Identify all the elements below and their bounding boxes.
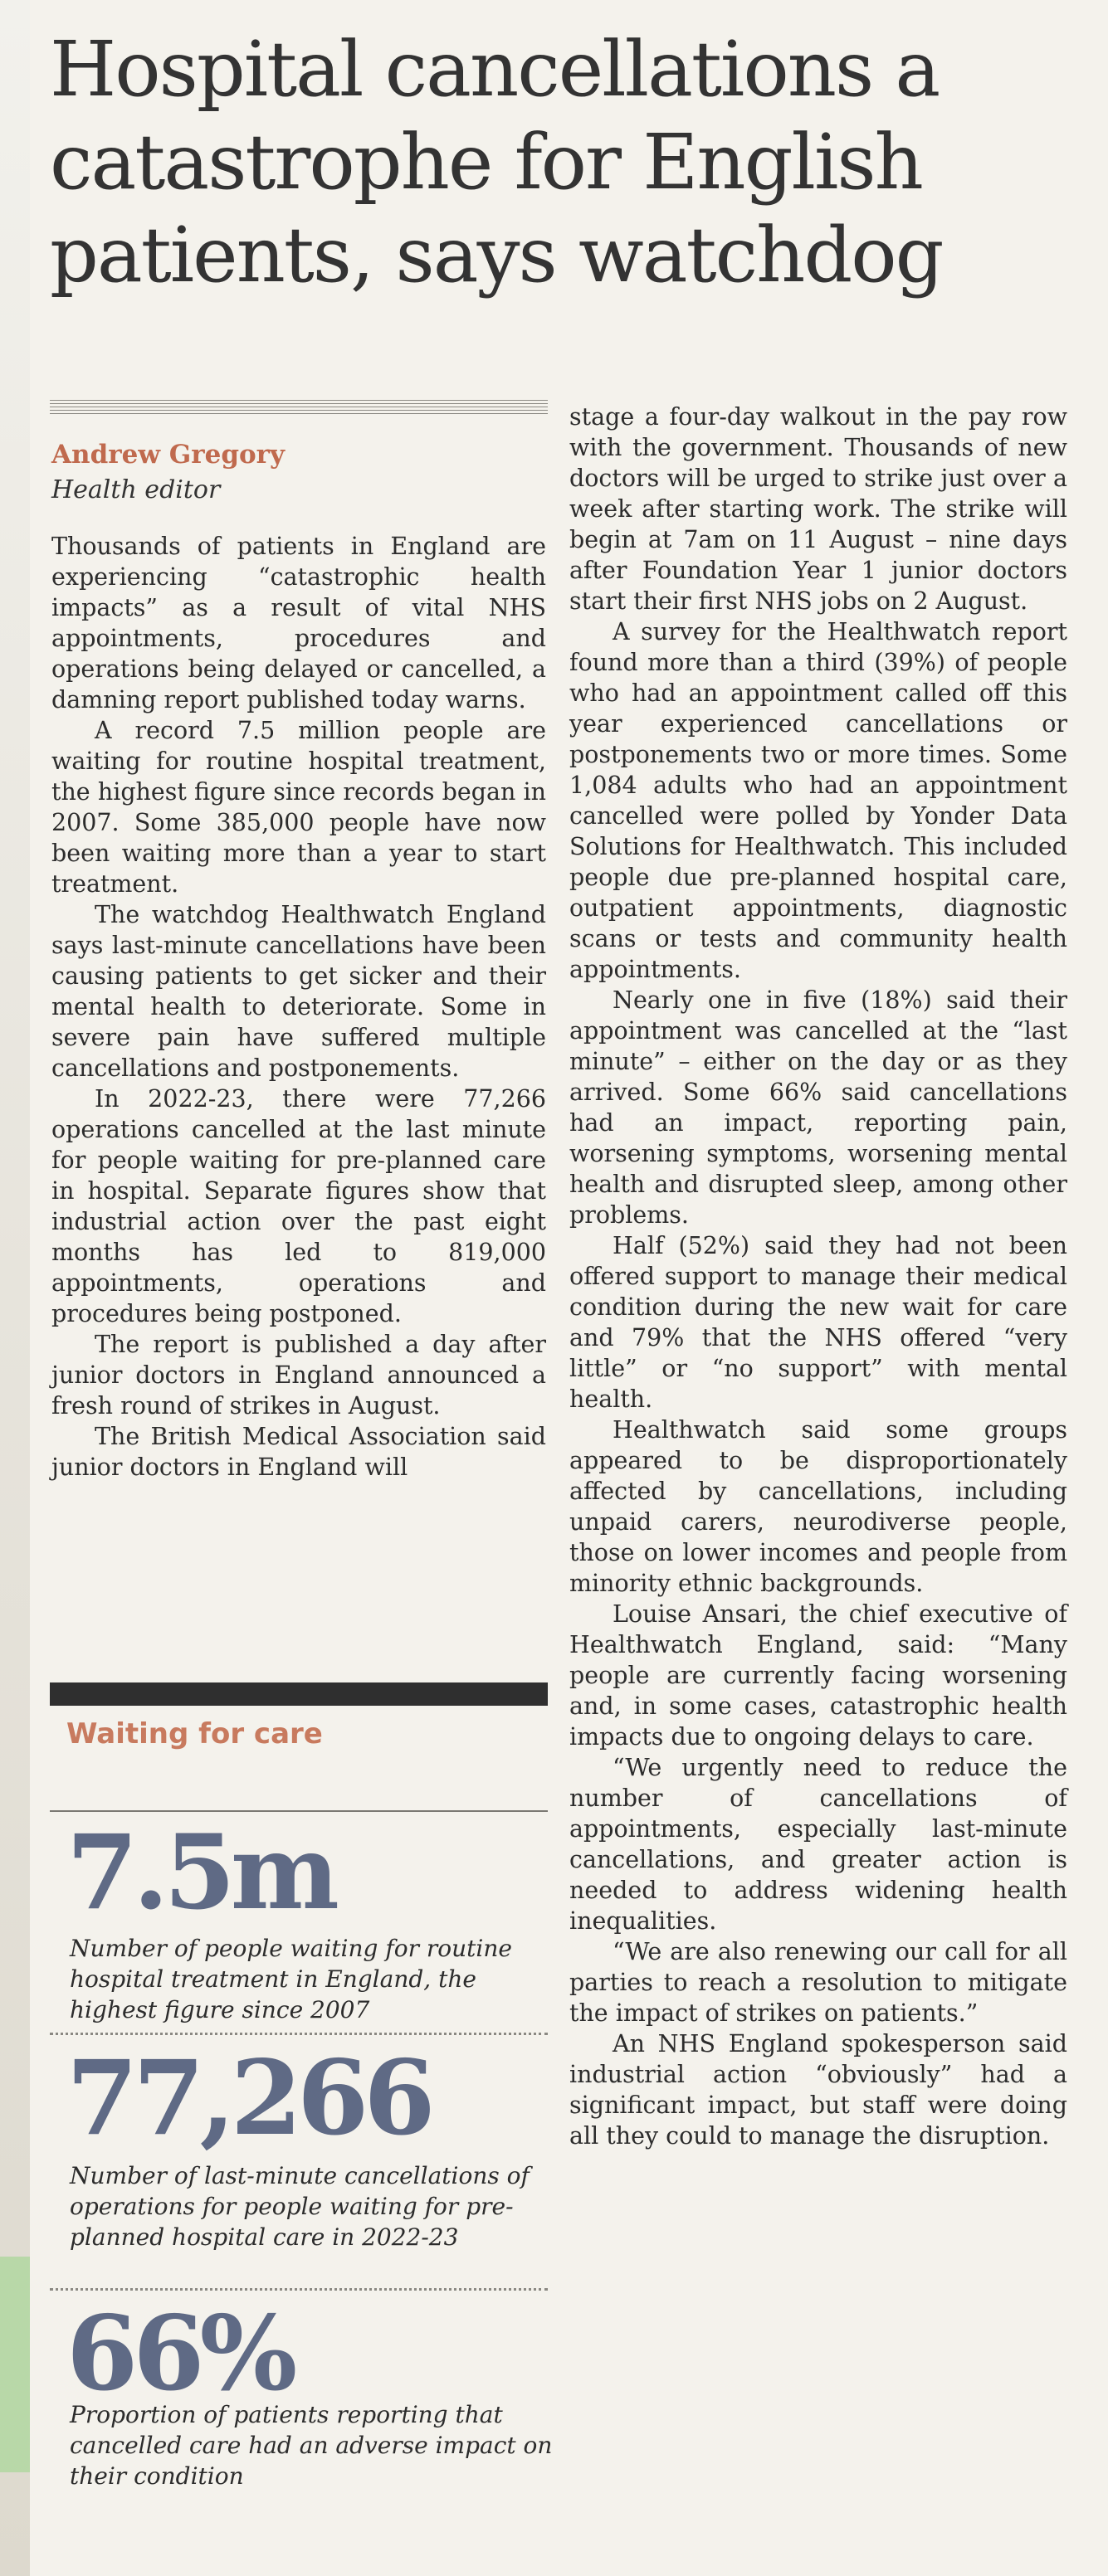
paragraph: “We are also renewing our call for all parties to reach a resolution to mitigate the impact of strikes on patients.” [569,1938,1067,2027]
factbox-title: Waiting for care [66,1717,323,1751]
paragraph: “We urgently need to reduce the number of cancellations of appointments, especially last-minute cancellations, and greater action is needed to address widening health inequalities. [569,1754,1067,1935]
paragraph: The British Medical Association said junior doctors in England will [51,1423,546,1481]
stat-description: Number of people waiting for routine hospital treatment in England, the highest figure since 2007 [70,1935,512,2023]
paragraph: stage a four-day walkout in the pay row with the government. Thousands of new doctors will be urged to strike just over a week after starting work. The strike will begin at 7am on 11 August – nine days after Foundation Year 1 junior doctors start their first NHS jobs on 2 August. [569,403,1067,615]
paragraph: Nearly one in five (18%) said their appointment was cancelled at the “last minute” – either on the day or as they arrived. Some 66% said cancellations had an impact, reporting pain, worsening symptoms, worsening mental health and disrupted sleep, among other problems. [569,986,1067,1229]
paragraph: Half (52%) said they had not been offered support to manage their medical condition during the new wait for care and 79% that the NHS offered “very little” or “no support” with mental health. [569,1232,1067,1413]
byline-role: Health editor [51,475,221,504]
stat-description: Number of last-minute cancellations of operations for people waiting for pre-planned hospital care in 2022-23 [70,2162,530,2251]
byline-rules [50,400,548,415]
article-column-left [51,531,546,1483]
stat-value: 7.5m [66,1813,334,1933]
page-edge-tab [0,2257,30,2472]
stat-description: Proportion of patients reporting that cancelled care had an adverse impact on their condition [70,2401,553,2490]
stat-value: 77,266 [66,2038,431,2159]
paragraph: A record 7.5 million people are waiting for routine hospital treatment, the highest figure since records began in 2007. Some 385,000 people have now been waiting more than a year to start treatment. [51,717,546,898]
factbox-top-bar [50,1682,548,1706]
stat-divider [50,2288,548,2291]
stat-value: 66% [66,2294,293,2414]
paragraph: Thousands of patients in England are experiencing “catastrophic health impacts” as a result of vital NHS appointments, procedures and operations being delayed or cancelled, a damning report published today warns. [51,533,546,713]
factbox-rule [50,1810,548,1812]
byline-name: Andrew Gregory [51,440,286,470]
headline: Hospital cancellations a catastrophe for English patients, says watchdog [50,25,943,299]
paragraph: Healthwatch said some groups appeared to be disproportionately affected by cancellations, including unpaid carers, neurodiverse people, those on lower incomes and people from minority ethnic backgrounds. [569,1416,1067,1597]
paragraph: In 2022-23, there were 77,266 operations cancelled at the last minute for people waiting for pre-planned care in hospital. Separate figures show that industrial action over the past eight months has led to 819,000 appointments, operations and procedures being postponed. [51,1085,546,1327]
paragraph: A survey for the Healthwatch report found more than a third (39%) of people who had an appointment called off this year experienced cancellations or postponements two or more times. Some 1,084 adults who had an appointment cancelled were polled by Yonder Data Solutions for Healthwatch. This included people due pre-planned hospital care, outpatient appointments, diagnostic scans or tests and community health appointments. [569,618,1067,983]
paragraph: The report is published a day after junior doctors in England announced a fresh round of strikes in August. [51,1331,546,1419]
article-column-right [569,402,1067,2151]
stat-divider [50,2033,548,2035]
paragraph: The watchdog Healthwatch England says last-minute cancellations have been causing patients to get sicker and their mental health to deteriorate. Some in severe pain have suffered multiple cancellations and postponements. [51,901,546,1082]
paragraph: An NHS England spokesperson said industrial action “obviously” had a significant impact, but staff were doing all they could to manage the disruption. [569,2030,1067,2150]
page-edge [0,0,31,2576]
paragraph: Louise Ansari, the chief executive of Healthwatch England, said: “Many people are currently facing worsening and, in some cases, catastrophic health impacts due to ongoing delays to care. [569,1600,1067,1751]
